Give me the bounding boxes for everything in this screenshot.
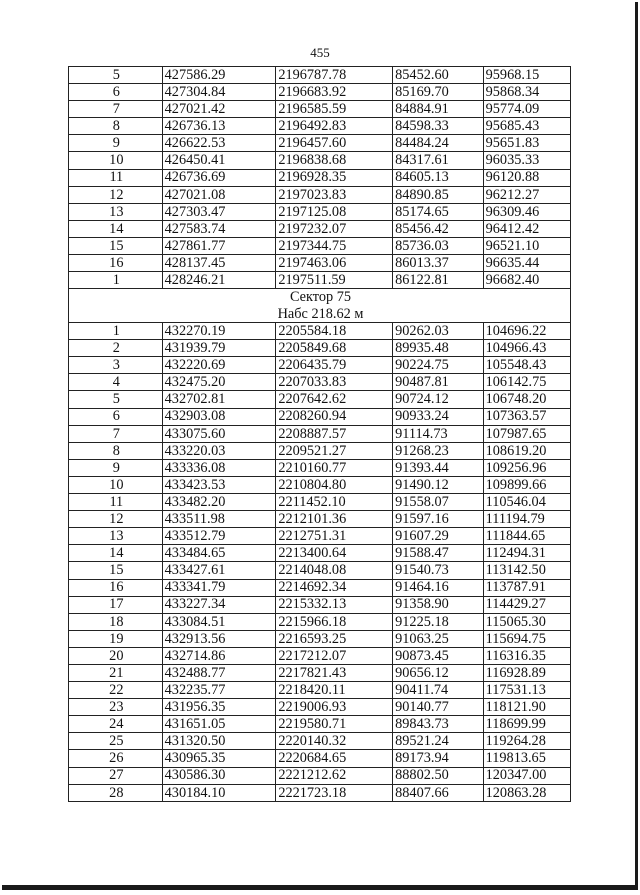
- x-coordinate-cell: 426736.13: [162, 118, 276, 135]
- x-coordinate-cell: 433427.61: [162, 562, 276, 579]
- y-local-cell: 106748.20: [483, 391, 570, 408]
- point-number-cell: 21: [69, 664, 163, 681]
- y-local-cell: 116928.89: [483, 664, 570, 681]
- x-local-cell: 90724.12: [393, 391, 484, 408]
- y-coordinate-cell: 2209521.27: [276, 442, 393, 459]
- point-number-cell: 14: [69, 220, 163, 237]
- x-coordinate-cell: 431939.79: [162, 340, 276, 357]
- y-coordinate-cell: 2219580.71: [276, 716, 393, 733]
- point-number-cell: 22: [69, 682, 163, 699]
- point-number-cell: 9: [69, 135, 163, 152]
- x-coordinate-cell: 430586.30: [162, 767, 276, 784]
- x-local-cell: 89521.24: [393, 733, 484, 750]
- table-row: [69, 220, 571, 237]
- y-coordinate-cell: 2215966.18: [276, 613, 393, 630]
- y-coordinate-cell: 2216593.25: [276, 630, 393, 647]
- y-coordinate-cell: 2210804.80: [276, 476, 393, 493]
- x-coordinate-cell: 432488.77: [162, 664, 276, 681]
- y-coordinate-cell: 2214048.08: [276, 562, 393, 579]
- y-coordinate-cell: 2219006.93: [276, 699, 393, 716]
- x-local-cell: 85452.60: [393, 67, 484, 84]
- point-number-cell: 3: [69, 357, 163, 374]
- x-coordinate-cell: 433484.65: [162, 545, 276, 562]
- x-coordinate-cell: 427303.47: [162, 203, 276, 220]
- y-local-cell: 96682.40: [483, 272, 570, 289]
- point-number-cell: 8: [69, 442, 163, 459]
- y-local-cell: 109256.96: [483, 459, 570, 476]
- table-row: [69, 733, 571, 750]
- y-coordinate-cell: 2197463.06: [276, 255, 393, 272]
- x-coordinate-cell: 432475.20: [162, 374, 276, 391]
- y-local-cell: 95968.15: [483, 67, 570, 84]
- y-coordinate-cell: 2207033.83: [276, 374, 393, 391]
- y-coordinate-cell: 2206435.79: [276, 357, 393, 374]
- table-row: [69, 511, 571, 528]
- table-row: [69, 784, 571, 801]
- x-local-cell: 90656.12: [393, 664, 484, 681]
- x-local-cell: 84484.24: [393, 135, 484, 152]
- table-row: [69, 630, 571, 647]
- y-local-cell: 95685.43: [483, 118, 570, 135]
- y-coordinate-cell: 2213400.64: [276, 545, 393, 562]
- point-number-cell: 2: [69, 340, 163, 357]
- point-number-cell: 5: [69, 391, 163, 408]
- y-coordinate-cell: 2196492.83: [276, 118, 393, 135]
- sector-header: [69, 289, 571, 323]
- x-local-cell: 88407.66: [393, 784, 484, 801]
- x-local-cell: 90411.74: [393, 682, 484, 699]
- x-local-cell: 84598.33: [393, 118, 484, 135]
- x-coordinate-cell: 427021.08: [162, 186, 276, 203]
- y-local-cell: 109899.66: [483, 476, 570, 493]
- y-local-cell: 118121.90: [483, 699, 570, 716]
- point-number-cell: 13: [69, 528, 163, 545]
- y-local-cell: 96309.46: [483, 203, 570, 220]
- y-local-cell: 95868.34: [483, 84, 570, 101]
- point-number-cell: 6: [69, 408, 163, 425]
- y-local-cell: 111194.79: [483, 511, 570, 528]
- point-number-cell: 20: [69, 647, 163, 664]
- y-coordinate-cell: 2212101.36: [276, 511, 393, 528]
- y-coordinate-cell: 2196683.92: [276, 84, 393, 101]
- y-coordinate-cell: 2205584.18: [276, 323, 393, 340]
- coordinates-table-sector-section: [69, 323, 571, 802]
- table-row: [69, 152, 571, 169]
- y-coordinate-cell: 2214692.34: [276, 579, 393, 596]
- y-local-cell: 96412.42: [483, 220, 570, 237]
- y-coordinate-cell: 2217821.43: [276, 664, 393, 681]
- y-coordinate-cell: 2218420.11: [276, 682, 393, 699]
- y-coordinate-cell: 2205849.68: [276, 340, 393, 357]
- x-local-cell: 91358.90: [393, 596, 484, 613]
- point-number-cell: 28: [69, 784, 163, 801]
- table-row: [69, 101, 571, 118]
- y-local-cell: 119264.28: [483, 733, 570, 750]
- y-coordinate-cell: 2217212.07: [276, 647, 393, 664]
- table-row: [69, 135, 571, 152]
- x-coordinate-cell: 433075.60: [162, 425, 276, 442]
- y-coordinate-cell: 2196838.68: [276, 152, 393, 169]
- x-local-cell: 85174.65: [393, 203, 484, 220]
- y-local-cell: 106142.75: [483, 374, 570, 391]
- table-row: [69, 699, 571, 716]
- sector-header-cell: [69, 289, 571, 323]
- x-coordinate-cell: 432270.19: [162, 323, 276, 340]
- x-coordinate-cell: 430965.35: [162, 750, 276, 767]
- table-row: [69, 647, 571, 664]
- y-local-cell: 105548.43: [483, 357, 570, 374]
- point-number-cell: 15: [69, 237, 163, 254]
- y-coordinate-cell: 2197023.83: [276, 186, 393, 203]
- y-coordinate-cell: 2196787.78: [276, 67, 393, 84]
- table-row: [69, 494, 571, 511]
- y-local-cell: 107987.65: [483, 425, 570, 442]
- table-row: [69, 716, 571, 733]
- y-local-cell: 96212.27: [483, 186, 570, 203]
- table-row: [69, 340, 571, 357]
- y-coordinate-cell: 2215332.13: [276, 596, 393, 613]
- x-local-cell: 91607.29: [393, 528, 484, 545]
- y-local-cell: 96035.33: [483, 152, 570, 169]
- table-row: [69, 562, 571, 579]
- y-local-cell: 96120.88: [483, 169, 570, 186]
- point-number-cell: 1: [69, 323, 163, 340]
- x-local-cell: 91393.44: [393, 459, 484, 476]
- coordinates-table-top-section: [69, 67, 571, 289]
- x-local-cell: 91597.16: [393, 511, 484, 528]
- point-number-cell: 7: [69, 101, 163, 118]
- point-number-cell: 7: [69, 425, 163, 442]
- x-coordinate-cell: 430184.10: [162, 784, 276, 801]
- point-number-cell: 17: [69, 596, 163, 613]
- y-local-cell: 114429.27: [483, 596, 570, 613]
- point-number-cell: 8: [69, 118, 163, 135]
- y-coordinate-cell: 2196585.59: [276, 101, 393, 118]
- point-number-cell: 5: [69, 67, 163, 84]
- table-row: [69, 255, 571, 272]
- table-row: [69, 84, 571, 101]
- y-local-cell: 95774.09: [483, 101, 570, 118]
- table-row: [69, 203, 571, 220]
- y-coordinate-cell: 2220140.32: [276, 733, 393, 750]
- x-local-cell: 91268.23: [393, 442, 484, 459]
- y-local-cell: 104696.22: [483, 323, 570, 340]
- table-row: [69, 459, 571, 476]
- x-coordinate-cell: 432913.56: [162, 630, 276, 647]
- point-number-cell: 23: [69, 699, 163, 716]
- x-coordinate-cell: 433482.20: [162, 494, 276, 511]
- x-local-cell: 85456.42: [393, 220, 484, 237]
- x-coordinate-cell: 432220.69: [162, 357, 276, 374]
- x-coordinate-cell: 431956.35: [162, 699, 276, 716]
- point-number-cell: 26: [69, 750, 163, 767]
- table-row: [69, 767, 571, 784]
- x-coordinate-cell: 427861.77: [162, 237, 276, 254]
- x-coordinate-cell: 428246.21: [162, 272, 276, 289]
- x-local-cell: 91558.07: [393, 494, 484, 511]
- table-row: [69, 357, 571, 374]
- y-local-cell: 118699.99: [483, 716, 570, 733]
- x-local-cell: 89843.73: [393, 716, 484, 733]
- x-coordinate-cell: 428137.45: [162, 255, 276, 272]
- y-local-cell: 119813.65: [483, 750, 570, 767]
- x-local-cell: 91490.12: [393, 476, 484, 493]
- x-local-cell: 90933.24: [393, 408, 484, 425]
- x-local-cell: 91114.73: [393, 425, 484, 442]
- x-local-cell: 89935.48: [393, 340, 484, 357]
- x-coordinate-cell: 427304.84: [162, 84, 276, 101]
- y-coordinate-cell: 2221212.62: [276, 767, 393, 784]
- x-coordinate-cell: 427021.42: [162, 101, 276, 118]
- x-local-cell: 90487.81: [393, 374, 484, 391]
- table-row: [69, 391, 571, 408]
- point-number-cell: 27: [69, 767, 163, 784]
- y-local-cell: 111844.65: [483, 528, 570, 545]
- y-coordinate-cell: 2197511.59: [276, 272, 393, 289]
- y-local-cell: 96635.44: [483, 255, 570, 272]
- point-number-cell: 12: [69, 186, 163, 203]
- table-row: [69, 750, 571, 767]
- point-number-cell: 16: [69, 579, 163, 596]
- table-row: [69, 545, 571, 562]
- table-row: [69, 272, 571, 289]
- point-number-cell: 11: [69, 494, 163, 511]
- point-number-cell: 1: [69, 272, 163, 289]
- y-coordinate-cell: 2207642.62: [276, 391, 393, 408]
- y-coordinate-cell: 2208887.57: [276, 425, 393, 442]
- x-coordinate-cell: 432235.77: [162, 682, 276, 699]
- y-local-cell: 115065.30: [483, 613, 570, 630]
- y-coordinate-cell: 2220684.65: [276, 750, 393, 767]
- table-row: [69, 613, 571, 630]
- y-local-cell: 95651.83: [483, 135, 570, 152]
- y-coordinate-cell: 2210160.77: [276, 459, 393, 476]
- page-number: 455: [310, 45, 330, 60]
- x-coordinate-cell: 431320.50: [162, 733, 276, 750]
- y-local-cell: 113787.91: [483, 579, 570, 596]
- point-number-cell: 9: [69, 459, 163, 476]
- point-number-cell: 15: [69, 562, 163, 579]
- point-number-cell: 12: [69, 511, 163, 528]
- x-local-cell: 91464.16: [393, 579, 484, 596]
- y-local-cell: 108619.20: [483, 442, 570, 459]
- x-local-cell: 91588.47: [393, 545, 484, 562]
- table-row: [69, 682, 571, 699]
- point-number-cell: 16: [69, 255, 163, 272]
- x-coordinate-cell: 427583.74: [162, 220, 276, 237]
- y-coordinate-cell: 2197125.08: [276, 203, 393, 220]
- x-coordinate-cell: 433227.34: [162, 596, 276, 613]
- y-local-cell: 112494.31: [483, 545, 570, 562]
- x-coordinate-cell: 432714.86: [162, 647, 276, 664]
- point-number-cell: 11: [69, 169, 163, 186]
- x-coordinate-cell: 433423.53: [162, 476, 276, 493]
- y-local-cell: 110546.04: [483, 494, 570, 511]
- y-coordinate-cell: 2212751.31: [276, 528, 393, 545]
- table-row: [69, 476, 571, 493]
- x-coordinate-cell: 426450.41: [162, 152, 276, 169]
- sector-subtitle: Набс 218.62 м: [277, 305, 364, 322]
- x-local-cell: 86013.37: [393, 255, 484, 272]
- x-local-cell: 90262.03: [393, 323, 484, 340]
- x-coordinate-cell: 426622.53: [162, 135, 276, 152]
- y-local-cell: 104966.43: [483, 340, 570, 357]
- table-row: [69, 579, 571, 596]
- x-local-cell: 91225.18: [393, 613, 484, 630]
- table-row: [69, 186, 571, 203]
- point-number-cell: 24: [69, 716, 163, 733]
- table-row: [69, 118, 571, 135]
- x-local-cell: 85169.70: [393, 84, 484, 101]
- y-local-cell: 115694.75: [483, 630, 570, 647]
- y-local-cell: 120863.28: [483, 784, 570, 801]
- table-row: [69, 408, 571, 425]
- x-local-cell: 86122.81: [393, 272, 484, 289]
- table-row: [69, 442, 571, 459]
- x-local-cell: 88802.50: [393, 767, 484, 784]
- table-row: [69, 425, 571, 442]
- y-local-cell: 116316.35: [483, 647, 570, 664]
- table-row: [69, 237, 571, 254]
- y-local-cell: 120347.00: [483, 767, 570, 784]
- sector-header-row: [69, 289, 571, 323]
- point-number-cell: 6: [69, 84, 163, 101]
- x-local-cell: 90224.75: [393, 357, 484, 374]
- table-row: [69, 664, 571, 681]
- y-local-cell: 107363.57: [483, 408, 570, 425]
- y-local-cell: 113142.50: [483, 562, 570, 579]
- point-number-cell: 25: [69, 733, 163, 750]
- x-coordinate-cell: 426736.69: [162, 169, 276, 186]
- sector-title: Сектор 75: [289, 289, 352, 306]
- x-coordinate-cell: 433336.08: [162, 459, 276, 476]
- table-row: [69, 67, 571, 84]
- x-coordinate-cell: 433512.79: [162, 528, 276, 545]
- x-coordinate-cell: 432702.81: [162, 391, 276, 408]
- x-local-cell: 84890.85: [393, 186, 484, 203]
- x-local-cell: 84317.61: [393, 152, 484, 169]
- point-number-cell: 10: [69, 152, 163, 169]
- x-coordinate-cell: 427586.29: [162, 67, 276, 84]
- x-local-cell: 89173.94: [393, 750, 484, 767]
- table-row: [69, 323, 571, 340]
- y-coordinate-cell: 2211452.10: [276, 494, 393, 511]
- x-coordinate-cell: 432903.08: [162, 408, 276, 425]
- point-number-cell: 4: [69, 374, 163, 391]
- x-coordinate-cell: 433220.03: [162, 442, 276, 459]
- x-coordinate-cell: 431651.05: [162, 716, 276, 733]
- table-row: [69, 169, 571, 186]
- y-coordinate-cell: 2221723.18: [276, 784, 393, 801]
- point-number-cell: 10: [69, 476, 163, 493]
- x-local-cell: 84884.91: [393, 101, 484, 118]
- y-coordinate-cell: 2197232.07: [276, 220, 393, 237]
- coordinates-table: [68, 66, 571, 802]
- point-number-cell: 13: [69, 203, 163, 220]
- y-coordinate-cell: 2208260.94: [276, 408, 393, 425]
- table-row: [69, 528, 571, 545]
- y-coordinate-cell: 2196928.35: [276, 169, 393, 186]
- x-local-cell: 90140.77: [393, 699, 484, 716]
- x-coordinate-cell: 433511.98: [162, 511, 276, 528]
- y-coordinate-cell: 2197344.75: [276, 237, 393, 254]
- point-number-cell: 18: [69, 613, 163, 630]
- x-coordinate-cell: 433341.79: [162, 579, 276, 596]
- x-local-cell: 90873.45: [393, 647, 484, 664]
- x-coordinate-cell: 433084.51: [162, 613, 276, 630]
- point-number-cell: 14: [69, 545, 163, 562]
- y-local-cell: 96521.10: [483, 237, 570, 254]
- point-number-cell: 19: [69, 630, 163, 647]
- x-local-cell: 91063.25: [393, 630, 484, 647]
- x-local-cell: 85736.03: [393, 237, 484, 254]
- y-local-cell: 117531.13: [483, 682, 570, 699]
- y-coordinate-cell: 2196457.60: [276, 135, 393, 152]
- table-row: [69, 596, 571, 613]
- x-local-cell: 91540.73: [393, 562, 484, 579]
- table-row: [69, 374, 571, 391]
- x-local-cell: 84605.13: [393, 169, 484, 186]
